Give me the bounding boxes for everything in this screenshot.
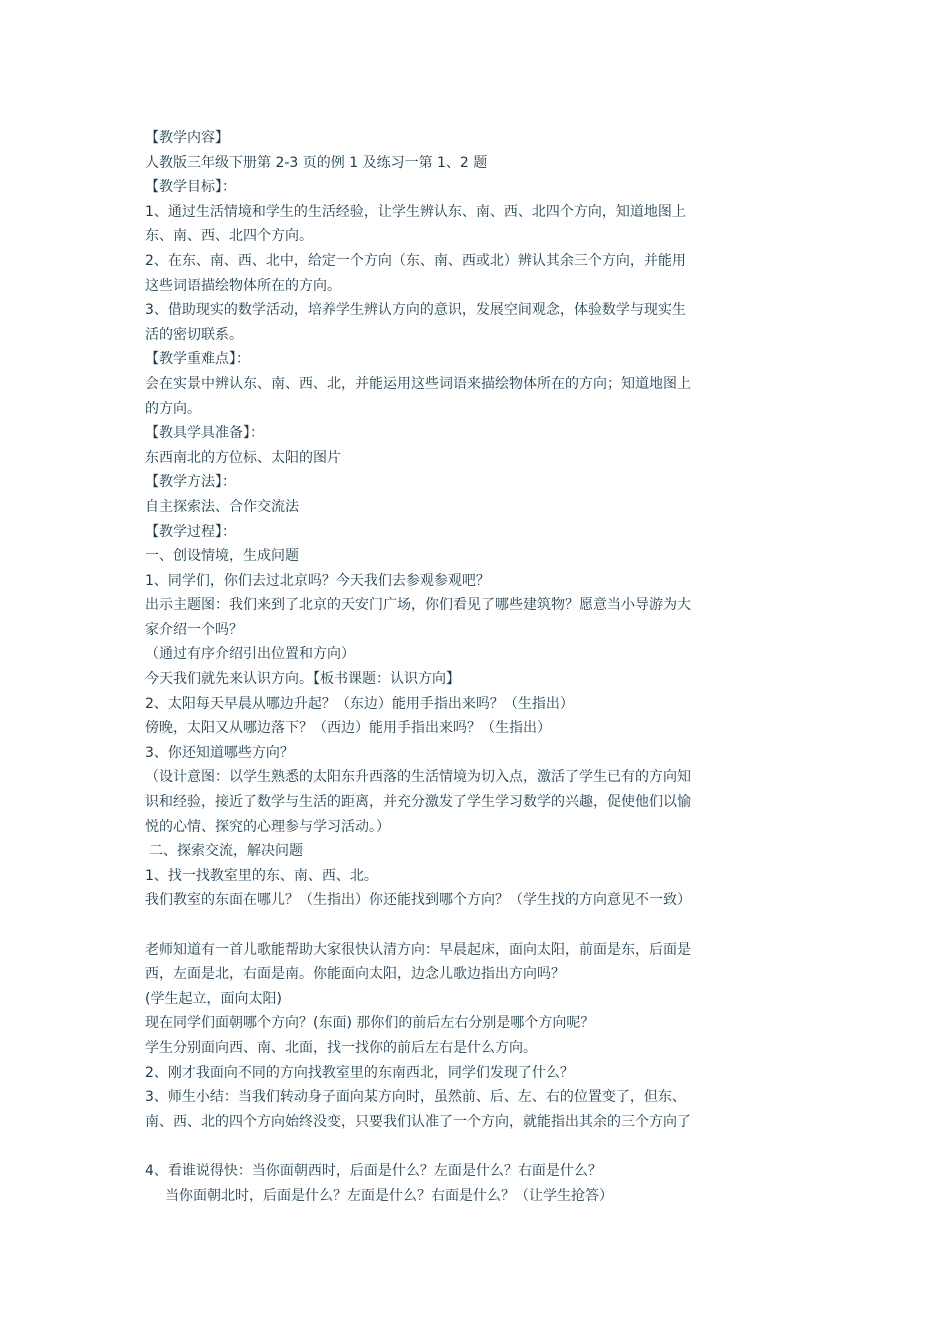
paragraph-line: 学生分别面向西、南、北面，找一找你的前后左右是什么方向。	[145, 1039, 537, 1056]
paragraph-line: 会在实景中辨认东、南、西、北，并能运用这些词语来描绘物体所在的方向；知道地图上	[145, 375, 691, 392]
paragraph-line: 南、西、北的四个方向始终没变，只要我们认准了一个方向，就能指出其余的三个方向了	[145, 1113, 691, 1130]
section-heading-objectives: 【教学目标】：	[145, 179, 236, 196]
paragraph-line: 的方向。	[145, 400, 201, 417]
paragraph-line: 2、刚才我面向不同的方向找教室里的东南西北，同学们发现了什么？	[145, 1064, 574, 1081]
paragraph-line: 4、看谁说得快：当你面朝西时，后面是什么？左面是什么？右面是什么？	[145, 1162, 602, 1179]
section-heading-methods: 【教学方法】：	[145, 474, 236, 491]
paragraph-line: 老师知道有一首儿歌能帮助大家很快认清方向：早晨起床，面向太阳，前面是东，后面是	[145, 941, 691, 958]
paragraph-line: 3、借助现实的数学活动，培养学生辨认方向的意识，发展空间观念，体验数学与现实生	[145, 302, 686, 319]
section-heading-materials: 【教具学具准备】：	[145, 425, 264, 442]
paragraph-line: 活的密切联系。	[145, 326, 243, 343]
blank-line	[145, 913, 810, 938]
paragraph-line: 2、在东、南、西、北中，给定一个方向（东、南、西或北）辨认其余三个方向，并能用	[145, 252, 686, 269]
paragraph-line: 自主探索法、合作交流法	[145, 498, 299, 515]
section-heading-key-points: 【教学重难点】：	[145, 351, 250, 368]
paragraph-line: 今天我们就先来认识方向。【板书课题：认识方向】	[145, 671, 460, 688]
paragraph-line: 东、南、西、北四个方向。	[145, 228, 313, 245]
paragraph-line: 傍晚，太阳又从哪边落下？（西边）能用手指出来吗？（生指出）	[145, 720, 551, 737]
paragraph-line: 识和经验，接近了数学与生活的距离，并充分激发了学生学习数学的兴趣，促使他们以愉	[145, 794, 691, 811]
paragraph-line: 我们教室的东面在哪儿？（生指出）你还能找到哪个方向？（学生找的方向意见不一致）	[145, 892, 691, 909]
paragraph-line: 3、你还知道哪些方向？	[145, 744, 294, 761]
paragraph-line: (学生起立，面向太阳)	[145, 990, 282, 1007]
paragraph-line: 1、找一找教室里的东、南、西、北。	[145, 867, 378, 884]
paragraph-line: 当你面朝北时，后面是什么？左面是什么？右面是什么？（让学生抢答）	[165, 1187, 613, 1204]
paragraph-line: 这些词语描绘物体所在的方向。	[145, 277, 341, 294]
document-body	[145, 126, 810, 1208]
paragraph-line: 现在同学们面朝哪个方向？(东面) 那你们的前后左右分别是哪个方向呢？	[145, 1015, 595, 1032]
subsection-heading: 二、探索交流，解决问题	[149, 843, 303, 860]
paragraph-line: 悦的心情、探究的心理参与学习活动。）	[145, 818, 390, 835]
paragraph-line: （设计意图：以学生熟悉的太阳东升西落的生活情境为切入点，激活了学生已有的方向知	[145, 769, 691, 786]
paragraph-line: 3、师生小结：当我们转动身子面向某方向时，虽然前、后、左、右的位置变了，但东、	[145, 1089, 686, 1106]
paragraph-line: （通过有序介绍引出位置和方向）	[145, 646, 355, 663]
blank-line	[145, 1134, 810, 1159]
paragraph-line: 出示主题图：我们来到了北京的天安门广场，你们看见了哪些建筑物？愿意当小导游为大	[145, 597, 691, 614]
subsection-heading: 一、创设情境，生成问题	[145, 548, 299, 565]
paragraph-line: 1、通过生活情境和学生的生活经验，让学生辨认东、南、西、北四个方向，知道地图上	[145, 203, 686, 220]
paragraph-line: 2、太阳每天早晨从哪边升起？（东边）能用手指出来吗？（生指出）	[145, 695, 574, 712]
paragraph-line: 1、同学们，你们去过北京吗？今天我们去参观参观吧？	[145, 572, 490, 589]
section-heading-process: 【教学过程】：	[145, 523, 236, 540]
paragraph-line: 西，左面是北，右面是南。你能面向太阳，边念儿歌边指出方向吗？	[145, 966, 565, 983]
paragraph-line: 人教版三年级下册第 2-3 页的例 1 及练习一第 1、2 题	[145, 154, 488, 171]
paragraph-line: 东西南北的方位标、太阳的图片	[145, 449, 341, 466]
section-heading-content: 【教学内容】	[145, 130, 229, 146]
paragraph-line: 家介绍一个吗？	[145, 621, 243, 638]
